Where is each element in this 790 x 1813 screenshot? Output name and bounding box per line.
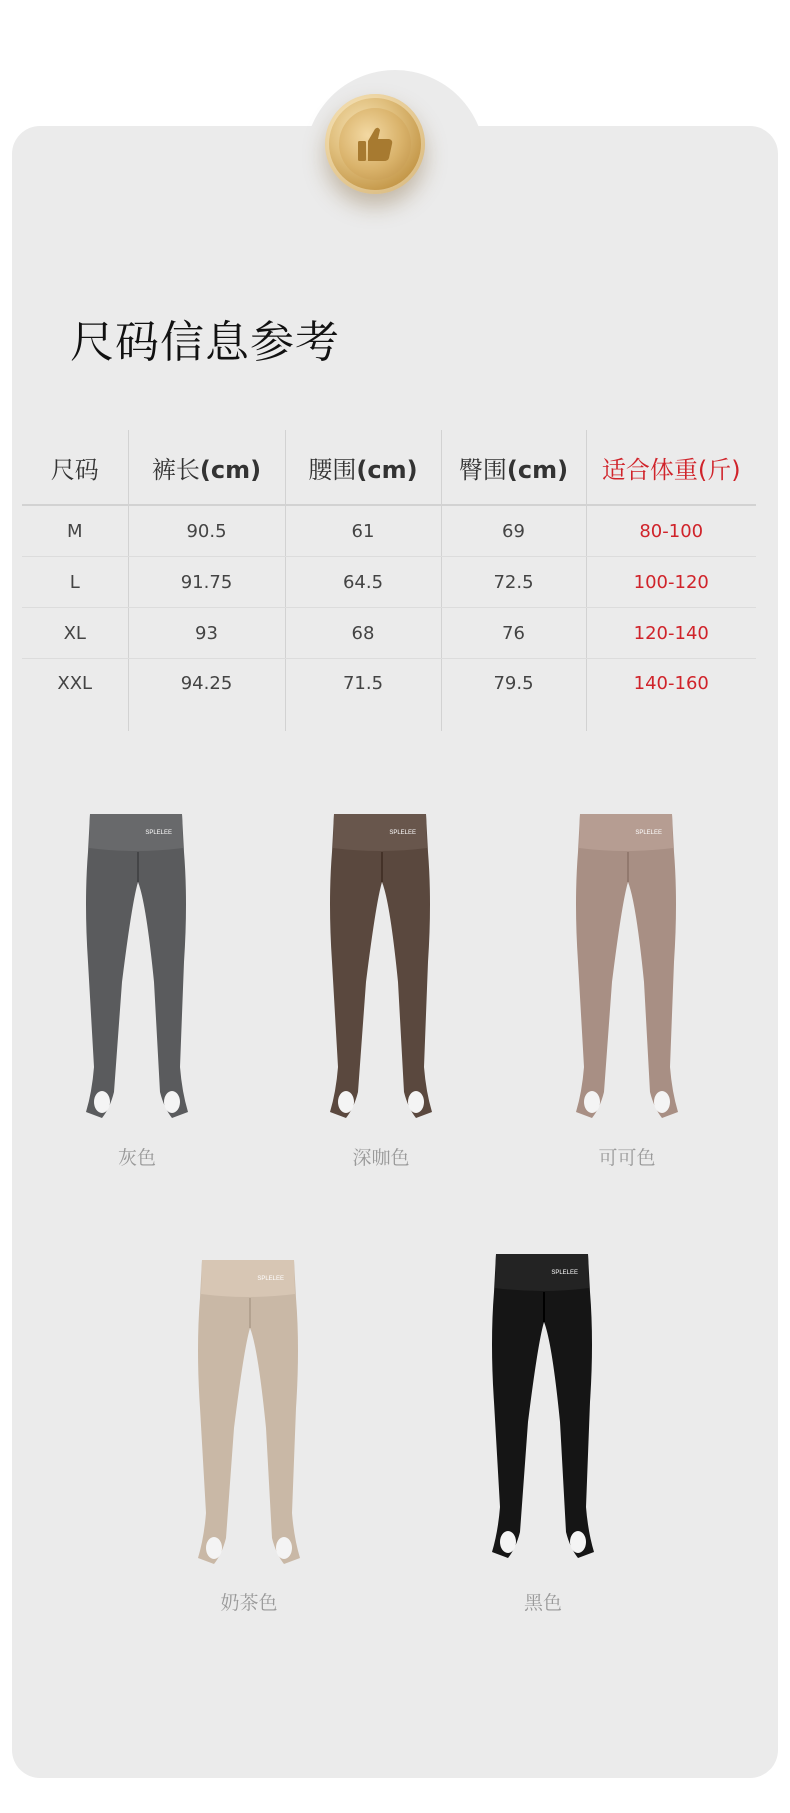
- left-stirrup-hole: [500, 1531, 516, 1553]
- cell-waist: 68: [285, 608, 441, 659]
- cell-size: M: [22, 505, 128, 557]
- table-header-row: [22, 430, 756, 505]
- brand-logo: SPLELEE: [635, 830, 662, 836]
- left-stirrup-hole: [94, 1091, 110, 1113]
- cell-weight: 140-160: [586, 659, 756, 732]
- cell-weight: 120-140: [586, 608, 756, 659]
- cell-hip: 72.5: [441, 557, 586, 608]
- leggings-image: [320, 812, 440, 1120]
- cell-weight: 100-120: [586, 557, 756, 608]
- left-stirrup-hole: [206, 1537, 222, 1559]
- left-stirrup-hole: [584, 1091, 600, 1113]
- right-stirrup-hole: [654, 1091, 670, 1113]
- cell-hip: 69: [441, 505, 586, 557]
- size-table: [22, 430, 756, 731]
- table-row: [22, 557, 756, 608]
- brand-logo: SPLELEE: [551, 1270, 578, 1276]
- table-row: [22, 608, 756, 659]
- cell-hip: 76: [441, 608, 586, 659]
- color-item-black[interactable]: [472, 1252, 612, 1560]
- header-waist: 腰围(cm): [285, 430, 441, 505]
- leggings-image: [566, 812, 686, 1120]
- cell-length: 91.75: [128, 557, 285, 608]
- cell-waist: 61: [285, 505, 441, 557]
- color-label-gray: 灰色: [117, 1147, 156, 1169]
- cell-weight: 80-100: [586, 505, 756, 557]
- table-row: [22, 659, 756, 732]
- leggings-image: [76, 812, 196, 1120]
- right-stirrup-hole: [164, 1091, 180, 1113]
- thumbs-up-icon: [354, 123, 396, 165]
- cell-length: 90.5: [128, 505, 285, 557]
- color-item-milk-tea[interactable]: [178, 1258, 318, 1566]
- cell-waist: 64.5: [285, 557, 441, 608]
- right-stirrup-hole: [570, 1531, 586, 1553]
- cell-length: 93: [128, 608, 285, 659]
- color-item-dark-brown[interactable]: [310, 812, 450, 1120]
- brand-logo: SPLELEE: [145, 830, 172, 836]
- leggings-image: [188, 1258, 308, 1566]
- right-stirrup-hole: [408, 1091, 424, 1113]
- cell-hip: 79.5: [441, 659, 586, 732]
- recommend-badge: [325, 94, 425, 194]
- cell-size: L: [22, 557, 128, 608]
- color-item-cocoa[interactable]: [556, 812, 696, 1120]
- cell-size: XXL: [57, 673, 93, 694]
- right-stirrup-hole: [276, 1537, 292, 1559]
- leggings-image: [482, 1252, 602, 1560]
- header-size: 尺码: [22, 430, 128, 505]
- brand-logo: SPLELEE: [257, 1276, 284, 1282]
- header-weight: 适合体重(斤): [586, 430, 756, 505]
- table-row: [22, 505, 756, 557]
- header-length: 裤长(cm): [128, 430, 285, 505]
- color-label-cocoa: 可可色: [598, 1147, 656, 1169]
- brand-logo: SPLELEE: [389, 830, 416, 836]
- page-title: 尺码信息参考: [70, 317, 340, 368]
- cell-length: 94.25: [128, 659, 285, 732]
- cell-waist: 71.5: [285, 659, 441, 732]
- color-label-black: 黑色: [523, 1592, 562, 1614]
- header-hip: 臀围(cm): [441, 430, 586, 505]
- left-stirrup-hole: [338, 1091, 354, 1113]
- color-label-milk-tea: 奶茶色: [220, 1592, 278, 1614]
- cell-size: XL: [22, 608, 128, 659]
- color-item-gray[interactable]: [66, 812, 206, 1120]
- color-label-dark-brown: 深咖色: [352, 1147, 410, 1169]
